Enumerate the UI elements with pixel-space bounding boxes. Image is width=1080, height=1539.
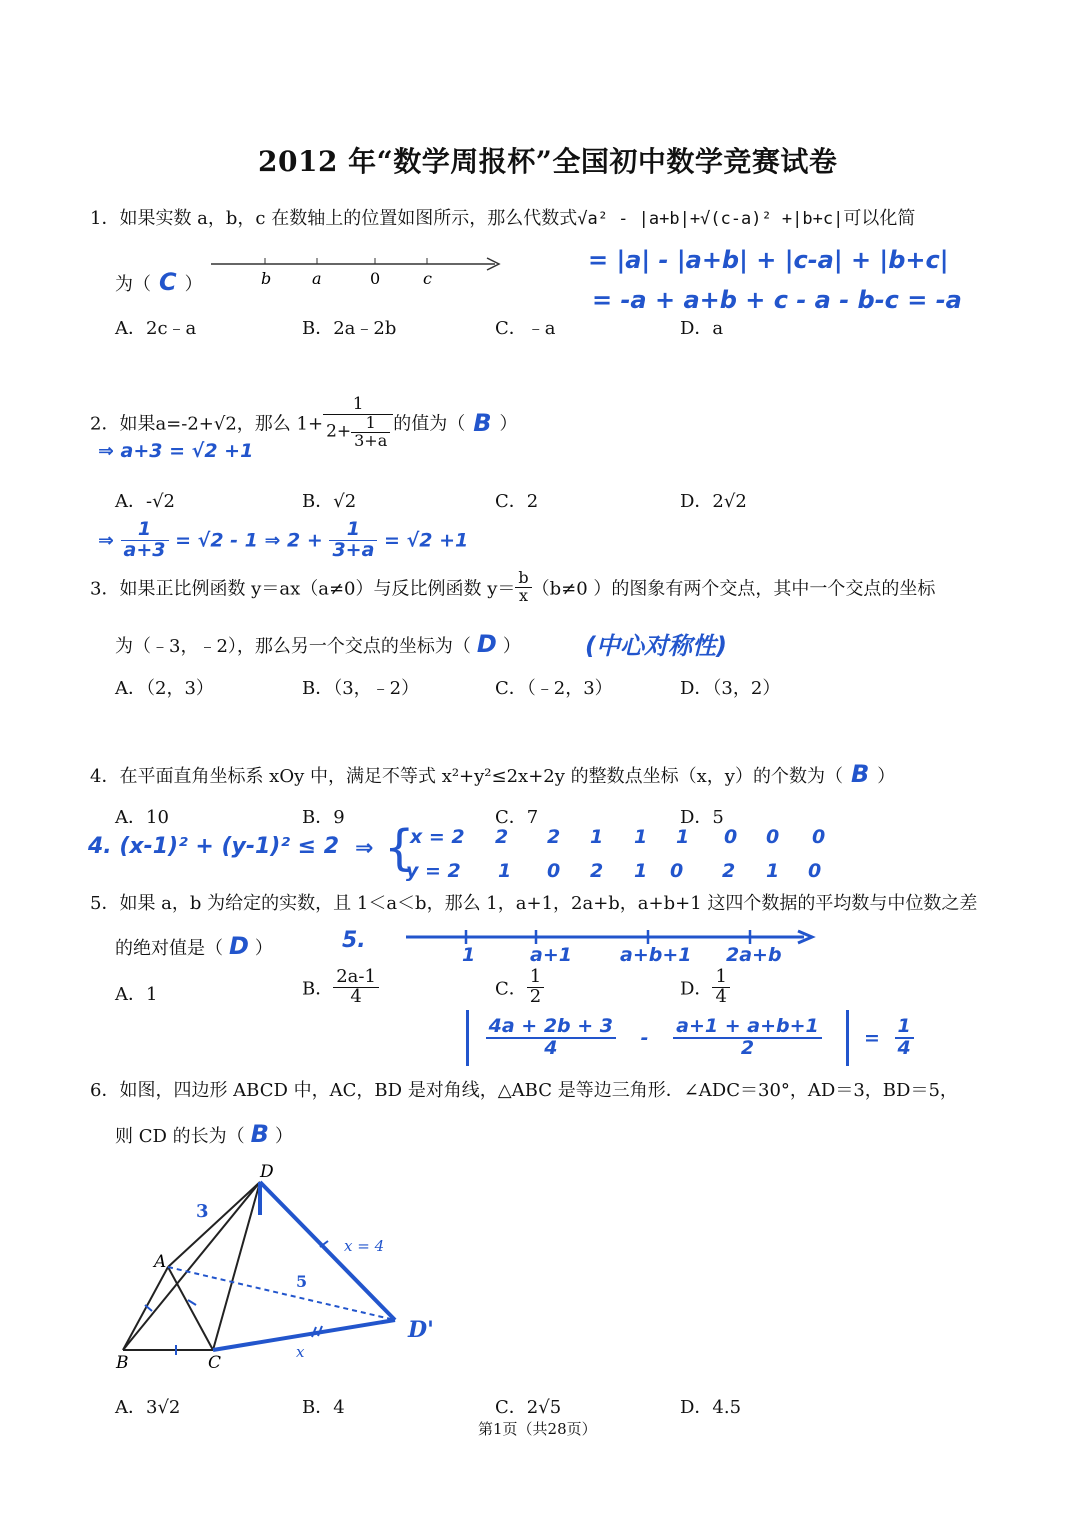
q5-line1: 5．如果 a，b 为给定的实数，且 1＜a＜b，那么 1，a+1，2a+b，a+b+1 这四个数据的平均数与中位数之差: [90, 893, 978, 914]
mark-x-eq-4: x = 4: [344, 1237, 385, 1255]
q1-line1: 1．如果实数 a，b，c 在数轴上的位置如图所示，那么代数式√a² - |a+b|+√(c-a)² +|b+c|可以化简: [90, 208, 916, 229]
q6-option-a: A．3√2: [115, 1397, 181, 1418]
mark-ad: 3: [196, 1201, 209, 1222]
edge-cd: [213, 1182, 260, 1350]
q2-work-top: ⇒ a+3 = √2 +1: [98, 440, 254, 462]
page-title: 2012 年“数学周报杯”全国初中数学竞赛试卷: [258, 145, 838, 178]
mark-bd: 5: [296, 1272, 308, 1291]
q6-figure: [100, 1155, 460, 1375]
q3-option-a: A．（2，3）: [115, 678, 214, 699]
q1-option-d: D．a: [680, 318, 724, 339]
label-d-prime: D': [408, 1317, 434, 1343]
q5-line2: 的绝对值是（ D ）: [115, 932, 273, 960]
q6-line2: 则 CD 的长为（ B ）: [115, 1120, 293, 1148]
q4-line1: 4．在平面直角坐标系 xOy 中，满足不等式 x²+y²≤2x+2y 的整数点坐标（x，y）的个数为（ B ）: [90, 760, 896, 788]
q6-option-c: C．2√5: [495, 1397, 562, 1418]
label-a: A: [154, 1252, 167, 1272]
q2-line1: 2．如果a=-2+√2，那么 1+ 1 2+ $\frac{1}{3+a}$ 的值为（ B ）: [90, 394, 518, 450]
answer-mark: B: [850, 760, 870, 788]
q4-option-c: C．7: [495, 807, 539, 828]
page-footer: 第1页（共28页）: [478, 1420, 597, 1438]
q5-option-c: C． $\frac{1}{2}$: [495, 968, 544, 1007]
tick-label-0: 0: [370, 269, 381, 286]
q5-option-a: A．1: [115, 984, 158, 1005]
label-c: C: [208, 1353, 222, 1373]
tick-label-c: c: [423, 269, 432, 286]
q3-line1: 3．如果正比例函数 y＝ax（a≠0）与反比例函数 y＝ $\frac{b}{x}$ （b≠0 ）的图象有两个交点，其中一个交点的坐标: [90, 568, 936, 605]
edge-ad: [168, 1182, 260, 1267]
edge-ad-prime: [168, 1267, 395, 1320]
q2-work-bottom: ⇒ $\frac{1}{a+3}$ = √2 - 1 ⇒ 2 + $\frac{1}{3+a}$ = √2 +1: [98, 518, 469, 561]
q2-option-d: D．2√2: [680, 491, 747, 512]
q4-option-b: B．9: [302, 807, 345, 828]
q5-option-b: B． $\frac{2a-1}{4}$: [302, 968, 379, 1007]
edge-ba: [123, 1267, 168, 1350]
q3-option-d: D．（3，2）: [680, 678, 781, 699]
tick-label-a: a: [312, 269, 322, 286]
q3-note: (中心对称性): [585, 632, 727, 660]
q1-line2: 为（ C ）: [115, 268, 203, 296]
q3-option-c: C．（﹣2，3）: [495, 678, 613, 699]
q2-fraction: 1 2+ $\frac{1}{3+a}$: [323, 396, 393, 449]
q3-option-b: B．（3，﹣2）: [302, 678, 420, 699]
answer-mark: D: [229, 932, 249, 960]
q4-option-d: D．5: [680, 807, 724, 828]
q6-line1: 6．如图，四边形 ABCD 中，AC，BD 是对角线，△ABC 是等边三角形．∠ADC＝30°，AD＝3，BD＝5，: [90, 1080, 958, 1101]
edge-bd: [123, 1182, 260, 1350]
q2-option-c: C．2: [495, 491, 539, 512]
q3-line2: 为（﹣3，﹣2），那么另一个交点的坐标为（ D ）: [115, 630, 521, 658]
q2-option-a: A．-√2: [115, 491, 176, 512]
mark-x: x: [296, 1343, 305, 1361]
q2-option-b: B．√2: [302, 491, 357, 512]
q6-option-d: D．4.5: [680, 1397, 742, 1418]
q5-work-abs: $\frac{4a + 2b + 3}{4}$ - $\frac{a+1 + a+b+1}{2}$ = $\frac{1}{4}$: [466, 1010, 914, 1066]
q1-work-line1: = |a| - |a+b| + |c-a| + |b+c|: [588, 246, 949, 274]
answer-mark: B: [473, 408, 492, 437]
q1-option-c: C．﹣a: [495, 318, 556, 339]
q4-option-a: A．10: [115, 807, 169, 828]
tick-label-b: b: [261, 269, 272, 286]
q4-brace: {: [384, 820, 415, 876]
q5-work-label: 5.: [342, 928, 366, 953]
label-d: D: [260, 1162, 274, 1182]
answer-mark: C: [159, 268, 177, 296]
q1-option-b: B．2a﹣2b: [302, 318, 397, 339]
label-b: B: [116, 1353, 129, 1373]
q1-work-line2: = -a + a+b + c - a - b-c = -a: [592, 286, 962, 314]
q1-option-a: A．2c﹣a: [115, 318, 197, 339]
edge-ac: [168, 1267, 213, 1350]
answer-mark: D: [476, 630, 497, 658]
number-line: [205, 250, 510, 286]
answer-mark: B: [250, 1120, 269, 1148]
q6-option-b: B．4: [302, 1397, 345, 1418]
q4-work-arrow: ⇒: [355, 836, 374, 861]
q5-option-d: D． $\frac{1}{4}$: [680, 968, 730, 1007]
q4-work-ineq: 4. (x-1)² + (y-1)² ≤ 2: [88, 834, 340, 859]
